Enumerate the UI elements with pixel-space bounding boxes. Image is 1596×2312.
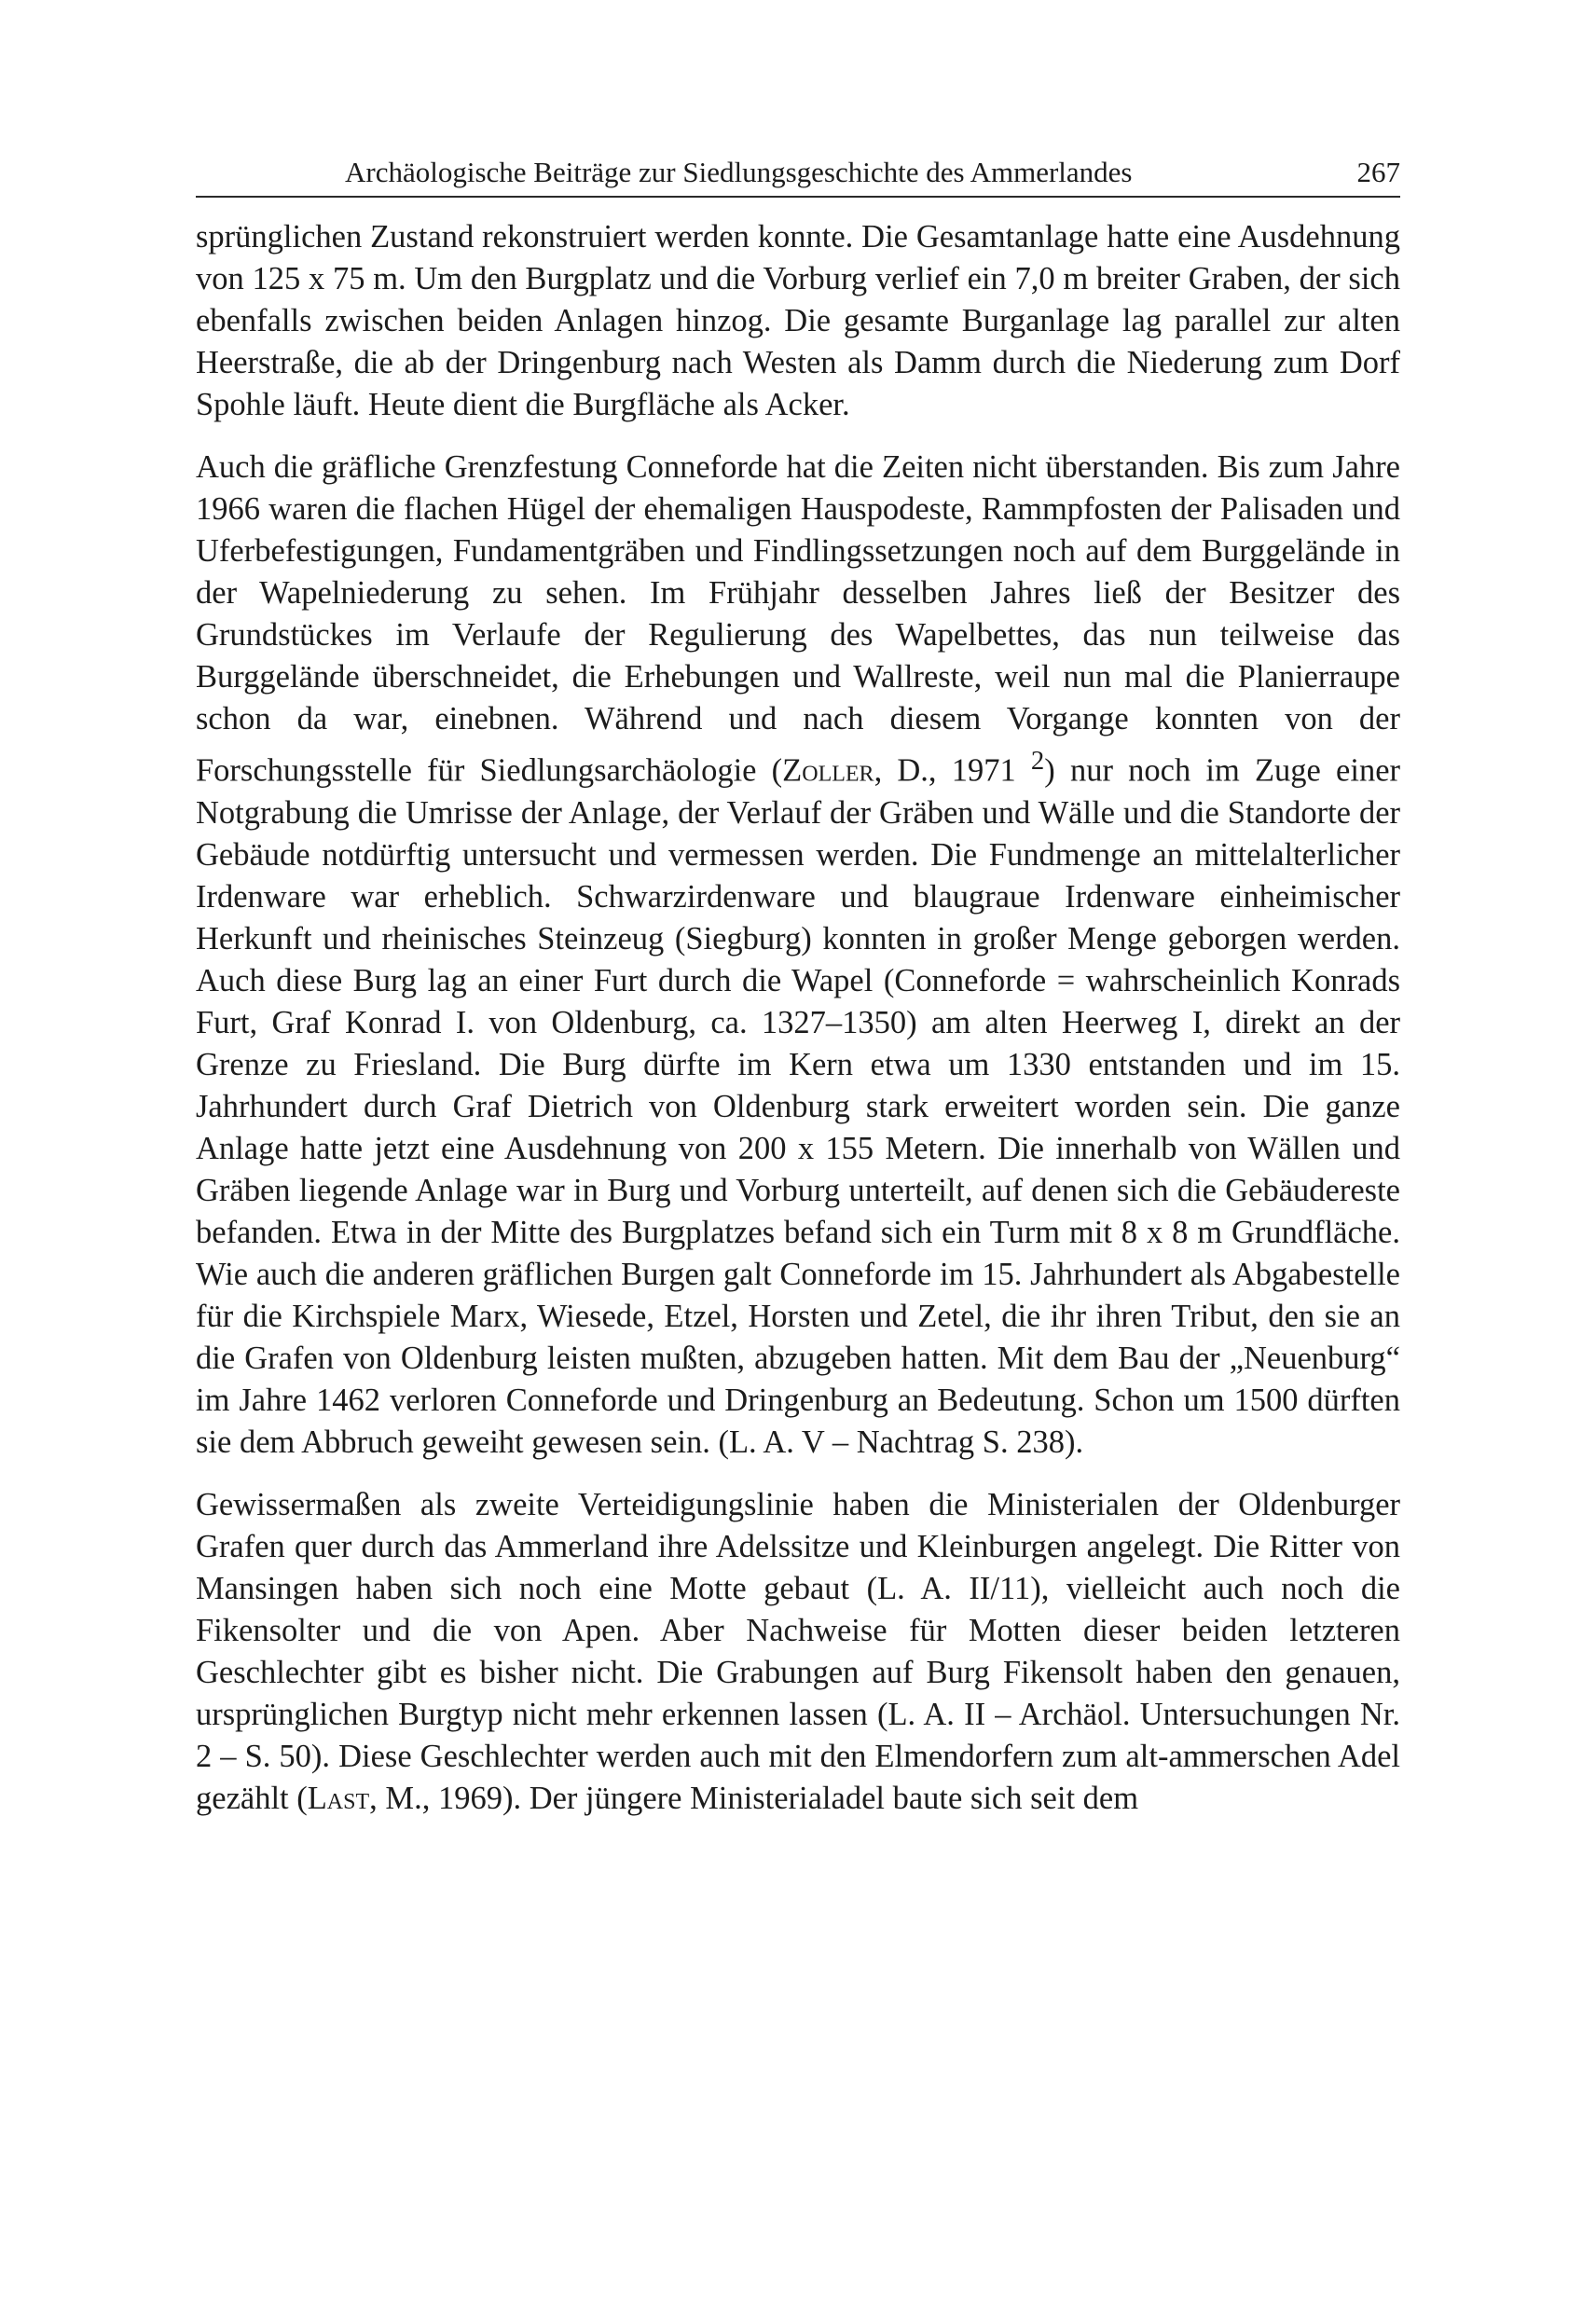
paragraph-2 — [196, 447, 1400, 1464]
author-citation-zoller: Zoller — [782, 752, 874, 789]
running-title: Archäologische Beiträge zur Siedlungsgeschichte des Ammerlandes — [345, 156, 1133, 188]
body-text — [196, 216, 1400, 1820]
paragraph-2-text-part-3: ) nur noch im Zuge einer Notgrabung die Umrisse der Anlage, der Verlauf der Gräben und Wälle und die Standorte der Gebäude notdürftig untersucht und vermessen werden. Die Fundmenge an mittelalterlicher Irdenware war erheblich. Schwarzirdenware und blaugraue Irdenware einheimischer Herkunft und rheinisches Steinzeug (Siegburg) konnten in großer Menge geborgen werden. Auch diese Burg lag an einer Furt durch die Wapel (Conneforde = wahrscheinlich Konrads Furt, Graf Konrad I. von Oldenburg, ca. 1327–1350) am alten Heerweg I, direkt an der Grenze zu Friesland. Die Burg dürfte im Kern etwa um 1330 entstanden und im 15. Jahrhundert durch Graf Dietrich von Oldenburg stark erweitert worden sein. Die ganze Anlage hatte jetzt eine Ausdehnung von 200 x 155 Metern. Die innerhalb von Wällen und Gräben liegende Anlage war in Burg und Vorburg unterteilt, auf denen sich die Gebäudereste befanden. Etwa in der Mitte des Burgplatzes befand sich ein Turm mit 8 x 8 m Grundfläche. Wie auch die anderen gräflichen Burgen galt Conneforde im 15. Jahrhundert als Abgabestelle für die Kirchspiele Marx, Wiesede, Etzel, Horsten und Zetel, die ihr ihren Tribut, den sie an die Grafen von Oldenburg leisten mußten, abzugeben hatten. Mit dem Bau der „Neuenburg“ im Jahre 1462 verloren Conneforde und Dringenburg an Bedeutung. Schon um 1500 dürften sie dem Abbruch geweiht gewesen sein. (L. A. V – Nachtrag S. 238). — [196, 752, 1401, 1460]
paragraph-3-text-part-1: Gewissermaßen als zweite Verteidigungslinie haben die Ministerialen der Oldenburger Grafen quer durch das Ammerland ihre Adelssitze und Kleinburgen angelegt. Die Ritter von Mansingen haben sich noch eine Motte gebaut (L. A. II/11), vielleicht auch noch die Fikensolter und die von Apen. Aber Nachweise für Motten dieser beiden letzteren Geschlechter gibt es bisher nicht. Die Grabungen auf Burg Fikensolt haben den genauen, ursprünglichen Burgtyp nicht mehr erkennen lassen (L. A. II – Archäol. Untersuchungen Nr. 2 – S. 50). Diese Geschlechter werden auch mit den Elmendorfern zum alt-ammerschen Adel gezählt ( — [196, 1486, 1400, 1816]
paragraph-1 — [196, 216, 1400, 426]
page-number: 267 — [1356, 156, 1400, 188]
author-citation-last: Last — [307, 1780, 370, 1816]
paragraph-3-text-part-2: , M., 1969). Der jüngere Ministerialadel baute sich seit dem — [369, 1780, 1139, 1816]
paragraph-2-text-part-2: , D., 1971 — [874, 752, 1016, 789]
running-header — [196, 149, 1400, 198]
footnote-reference: 2 — [1030, 746, 1045, 776]
paragraph-3 — [196, 1484, 1400, 1820]
paragraph-2-text-part-1: Auch die gräfliche Grenzfestung Conneforde hat die Zeiten nicht überstanden. Bis zum Jahre 1966 waren die flachen Hügel der ehemaligen Hauspodeste, Rammpfosten der Palisaden und Uferbefestigungen, Fundamentgräben und Findlingssetzungen noch auf dem Burggelände in der Wapelniederung zu sehen. Im Frühjahr desselben Jahres ließ der Besitzer des Grundstückes im Verlaufe der Regulierung des Wapelbettes, das nun teilweise das Burggelände überschneidet, die Erhebungen und Wallreste, weil nun mal die Planierraupe schon da war, einebnen. Während und nach diesem Vorgange konnten von der Forschungsstelle für Siedlungsarchäologie ( — [196, 449, 1400, 789]
document-page — [196, 149, 1400, 1840]
paragraph-1-text: sprünglichen Zustand rekonstruiert werden konnte. Die Gesamtanlage hatte eine Ausdehnung von 125 x 75 m. Um den Burgplatz und die Vorburg verlief ein 7,0 m breiter Graben, der sich ebenfalls zwischen beiden Anlagen hinzog. Die gesamte Burganlage lag parallel zur alten Heerstraße, die ab der Dringenburg nach Westen als Damm durch die Niederung zum Dorf Spohle läuft. Heute dient die Burgfläche als Acker. — [196, 219, 1400, 422]
